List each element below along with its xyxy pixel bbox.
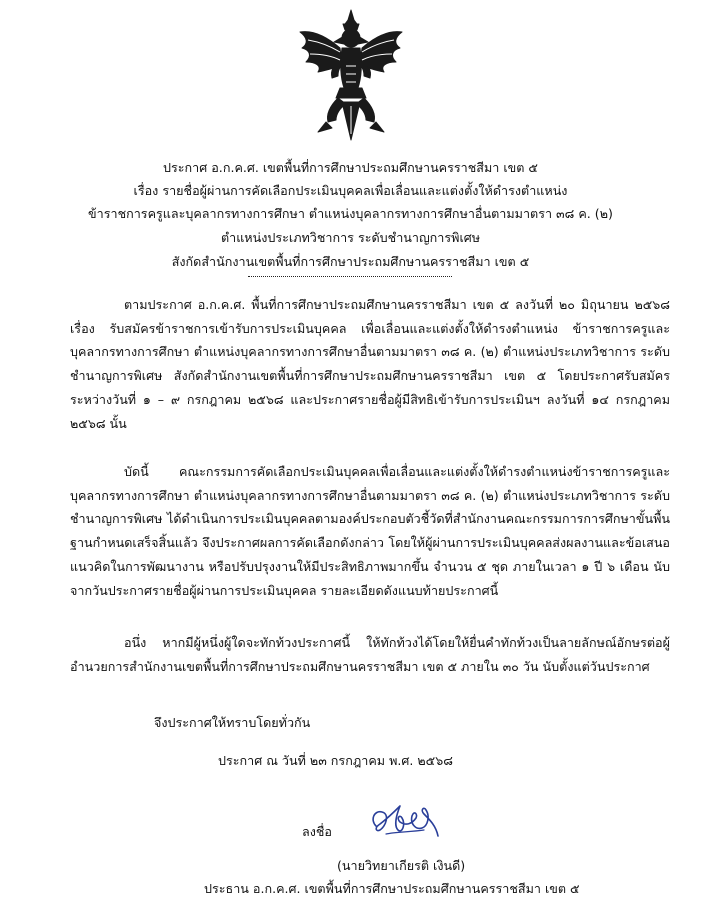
header-line-4: ตำแหน่งประเภทวิชาการ ระดับชำนาญการพิเศษ xyxy=(220,230,481,245)
header-line-1: ประกาศ อ.ก.ค.ศ. เขตพื้นที่การศึกษาประถมศึกษานครราชสีมา เขต ๕ xyxy=(163,160,538,175)
header-divider xyxy=(248,276,452,277)
garuda-emblem-icon xyxy=(296,6,406,144)
announce-statement: จึงประกาศให้ทราบโดยทั่วกัน xyxy=(154,715,311,730)
paragraph-objection: อนึ่ง หากมีผู้หนึ่งผู้ใดจะทักท้วงประกาศนี้ ให้ทักท้วงได้โดยให้ยื่นคำทักท้วงเป็นลายลักษณ์อักษรต่อผู้อำนวยการสำนักงานเขตพื้นที่การศึกษาประถมศึกษานครราชสีมา เขต ๕ ภายใน ๓๐ วัน นับตั้งแต่วันประกาศ xyxy=(70,635,670,674)
header-line-5: สังกัดสำนักงานเขตพื้นที่การศึกษาประถมศึกษานครราชสีมา เขต ๕ xyxy=(171,254,530,269)
sign-label: ลงชื่อ xyxy=(302,824,332,839)
announcement-date: ประกาศ ณ วันที่ ๒๓ กรกฎาคม พ.ศ. ๒๕๖๘ xyxy=(218,753,453,768)
header-subject: เรื่อง รายชื่อผู้ผ่านการคัดเลือกประเมินบุคคลเพื่อเลื่อนและแต่งตั้งให้ดำรงตำแหน่ง xyxy=(133,183,568,198)
signature-image xyxy=(366,796,446,842)
paragraph-reference: ตามประกาศ อ.ก.ค.ศ. พื้นที่การศึกษาประถมศึกษานครราชสีมา เขต ๕ ลงวันที่ ๒๐ มิถุนายน ๒๕๖๘ เรื่อง รับสมัครข้าราชการเข้ารับการประเมินบุคคล เพื่อเลื่อนและแต่งตั้งให้ดำรงตำแหน่ง ข้าราชการครูและบุคลากรทางการศึกษา ตำแหน่งบุคลากรทางการศึกษาอื่นตามมาตรา ๓๘ ค. (๒) ตำแหน่งประเภทวิชาการ ระดับชำนาญการพิเศษ สังกัดสำนักงานเขตพื้นที่การศึกษาประถมศึกษานครราชสีมา เขต ๕ โดยประกาศรับสมัครระหว่างวันที่ ๑ – ๙ กรกฎาคม ๒๕๖๘ และประกาศรายชื่อผู้มีสิทธิเข้ารับการประเมินฯ ลงวันที่ ๑๔ กรกฎาคม ๒๕๖๘ นั้น xyxy=(70,297,670,431)
paragraph-result: บัดนี้ คณะกรรมการคัดเลือกประเมินบุคคลเพื่อเลื่อนและแต่งตั้งให้ดำรงตำแหน่งข้าราชการครูและบุคลากรทางการศึกษา ตำแหน่งบุคลากรทางการศึกษาอื่นตามมาตรา ๓๘ ค. (๒) ตำแหน่งประเภทวิชาการ ระดับชำนาญการพิเศษ ได้ดำเนินการประเมินบุคคลตามองค์ประกอบตัวชี้วัดที่สำนักงานคณะกรรมการการศึกษาขั้นพื้นฐานกำหนดเสร็จสิ้นแล้ว จึงประกาศผลการคัดเลือกดังกล่าว โดยให้ผู้ผ่านการประเมินบุคคลส่งผลงานและข้อเสนอแนวคิดในการพัฒนางาน หรือปรับปรุงงานให้มีประสิทธิภาพมากขึ้น จำนวน ๕ ชุด ภายในเวลา ๑ ปี ๖ เดือน นับจากวันประกาศรายชื่อผู้ผ่านการประเมินบุคคล รายละเอียดดังแนบท้ายประกาศนี้ xyxy=(70,464,670,598)
header-line-3: ข้าราชการครูและบุคลากรทางการศึกษา ตำแหน่งบุคลากรทางการศึกษาอื่นตามมาตรา ๓๘ ค. (๒) xyxy=(88,206,613,221)
signer-title: ประธาน อ.ก.ค.ศ. เขตพื้นที่การศึกษาประถมศึกษานครราชสีมา เขต ๕ xyxy=(204,881,580,896)
signer-name: (นายวิทยาเกียรติ เงินดี) xyxy=(337,858,466,873)
